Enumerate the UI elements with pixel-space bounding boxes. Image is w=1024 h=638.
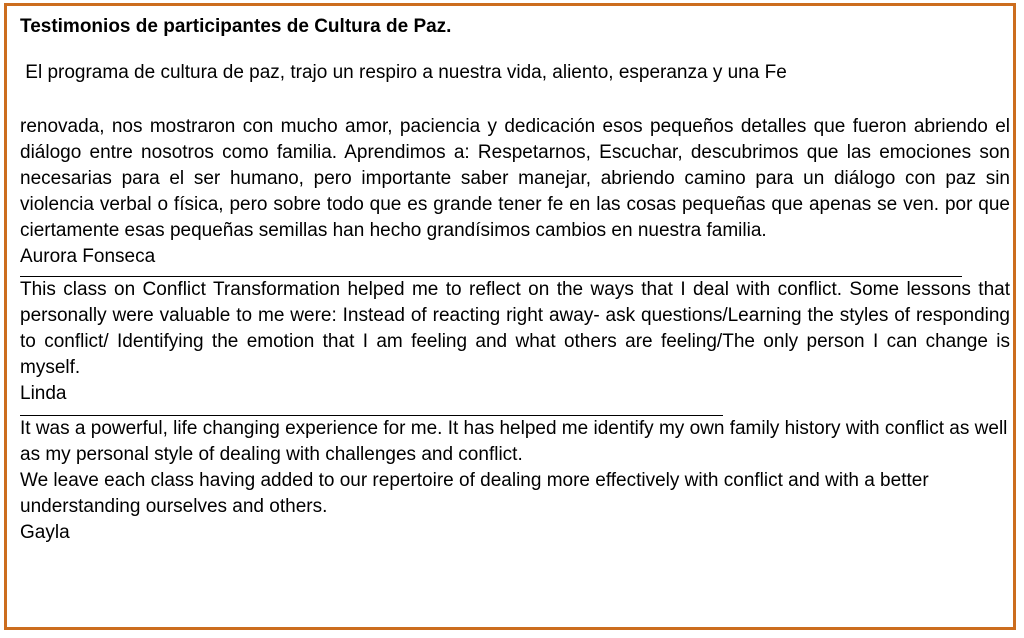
testimonial-1-intro: El programa de cultura de paz, trajo un respiro a nuestra vida, aliento, esperanza y una Fe [20,62,787,83]
testimonial-1-author: Aurora Fonseca [20,246,156,267]
testimonial-3-body-line1: It was a powerful, life changing experience for me. It has helped me identify my own family history with conflict as well as my personal style of dealing with challenges and conflict. [20,418,1008,465]
document-content [20,14,1010,546]
testimonial-3-author: Gayla [20,522,70,543]
testimonial-2-author: Linda [20,383,67,404]
testimonial-3-body-line2: We leave each class having added to our repertoire of dealing more effectively with conflict and with a better understanding ourselves and others. [20,470,929,517]
testimonial-2-body: This class on Conflict Transformation helped me to reflect on the ways that I deal with conflict. Some lessons that personally were valuable to me were: Instead of reacting right away- ask questions/Learning the styles of responding to conflict/ Identifying the emotion that I am feeling and what others are feeling/The only person I can change is myself. [20,279,1010,378]
testimonial-1-body: renovada, nos mostraron con mucho amor, paciencia y dedicación esos pequeños detalles que fueron abriendo el diálogo entre nosotros como familia. Aprendimos a: Respetarnos, Escuchar, descubrimos que las emociones son necesarias para el ser humano, pero importante saber manejar, abriendo camino para un diálogo con paz sin violencia verbal o física, pero sobre todo que es grande tener fe en las cosas pequeñas que apenas se ven. por que ciertamente esas pequeñas semillas han hecho grandísimos cambios en nuestra familia. [20,116,1010,241]
document-title: Testimonios de participantes de Cultura de Paz. [20,16,452,37]
